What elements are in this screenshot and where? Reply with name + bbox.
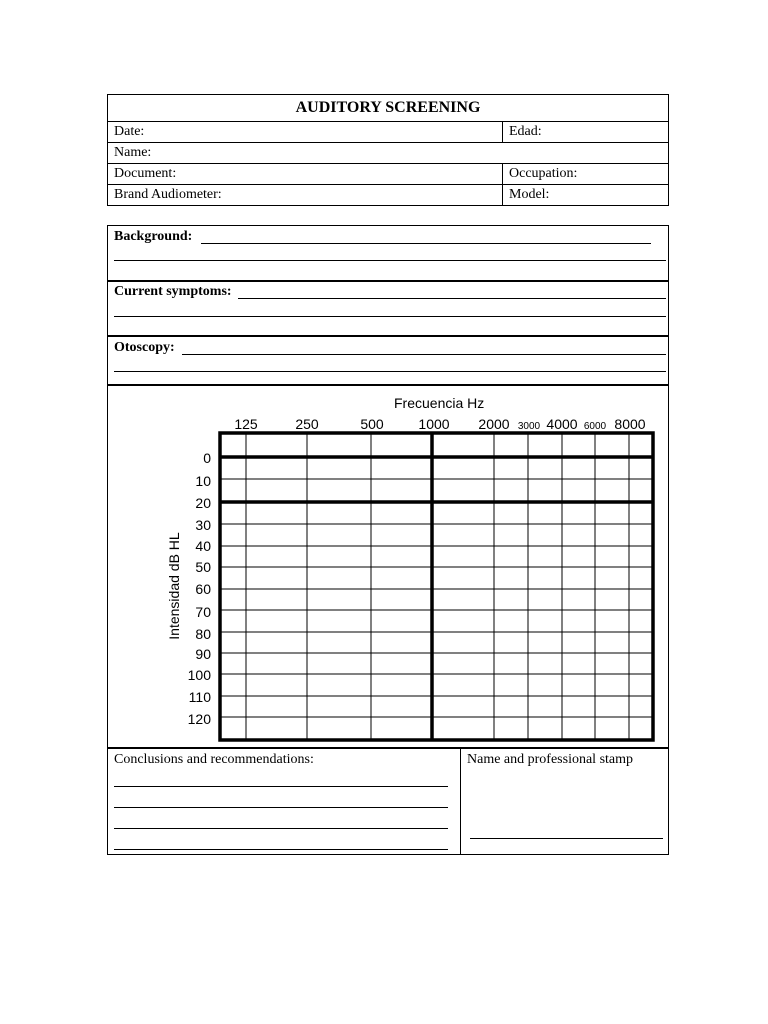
grid-h-lines <box>220 479 653 717</box>
stamp-label: Name and professional stamp <box>467 752 634 767</box>
otoscopy-line <box>114 371 666 372</box>
freq-tick-label: 2000 <box>478 416 510 432</box>
section-divider <box>108 384 668 386</box>
section-divider <box>108 335 668 337</box>
level-tick-label: 40 <box>195 538 211 554</box>
section-divider <box>108 280 668 282</box>
form-title: AUDITORY SCREENING <box>295 99 481 116</box>
level-tick-label: 80 <box>195 626 211 642</box>
row-audiometer <box>108 184 668 205</box>
header-table <box>107 94 669 206</box>
row-name <box>108 142 668 163</box>
symptoms-line <box>114 316 666 317</box>
frequency-axis-title: Frecuencia Hz <box>394 395 485 411</box>
row-document <box>108 163 668 184</box>
document-label: Document: <box>114 166 177 181</box>
freq-tick-label: 6000 <box>583 421 607 432</box>
conclusions-line <box>114 849 448 850</box>
otoscopy-label: Otoscopy: <box>114 340 175 355</box>
conclusions-line <box>114 828 448 829</box>
model-label: Model: <box>509 187 550 202</box>
level-tick-label: 0 <box>203 450 211 466</box>
row-date <box>108 121 668 142</box>
signature-line <box>470 838 663 839</box>
row-divider <box>502 164 503 184</box>
level-tick-label: 60 <box>195 581 211 597</box>
freq-tick-label: 3000 <box>517 421 541 432</box>
background-line <box>114 260 666 261</box>
freq-tick-label: 250 <box>295 416 319 432</box>
name-label: Name: <box>114 145 152 160</box>
level-tick-label: 50 <box>195 559 211 575</box>
symptoms-label: Current symptoms: <box>114 284 232 299</box>
occupation-label: Occupation: <box>509 166 578 181</box>
level-tick-label: 70 <box>195 604 211 620</box>
freq-tick-label: 4000 <box>546 416 578 432</box>
freq-tick-label: 500 <box>360 416 384 432</box>
intensity-axis-title: Intensidad dB HL <box>166 532 182 640</box>
freq-tick-label: 125 <box>234 416 258 432</box>
row-divider <box>502 185 503 205</box>
audiogram-grid[interactable] <box>218 431 655 742</box>
conclusions-line <box>114 807 448 808</box>
level-tick-label: 10 <box>195 473 211 489</box>
symptoms-line <box>238 298 666 299</box>
conclusions-line <box>114 786 448 787</box>
footer-divider <box>460 748 461 854</box>
section-divider <box>108 747 668 749</box>
audiometer-label: Brand Audiometer: <box>114 187 222 202</box>
level-tick-label: 120 <box>187 711 211 727</box>
level-tick-label: 20 <box>195 495 211 511</box>
row-divider <box>502 122 503 142</box>
level-tick-label: 90 <box>195 646 211 662</box>
background-line <box>201 243 651 244</box>
level-tick-label: 100 <box>187 667 211 683</box>
otoscopy-line <box>182 354 666 355</box>
level-tick-label: 30 <box>195 517 211 533</box>
freq-tick-label: 1000 <box>418 416 450 432</box>
level-tick-label: 110 <box>188 689 211 705</box>
conclusions-label: Conclusions and recommendations: <box>114 752 314 767</box>
age-label: Edad: <box>509 124 542 139</box>
date-label: Date: <box>114 124 145 139</box>
background-label: Background: <box>114 229 193 244</box>
freq-tick-label: 8000 <box>614 416 646 432</box>
